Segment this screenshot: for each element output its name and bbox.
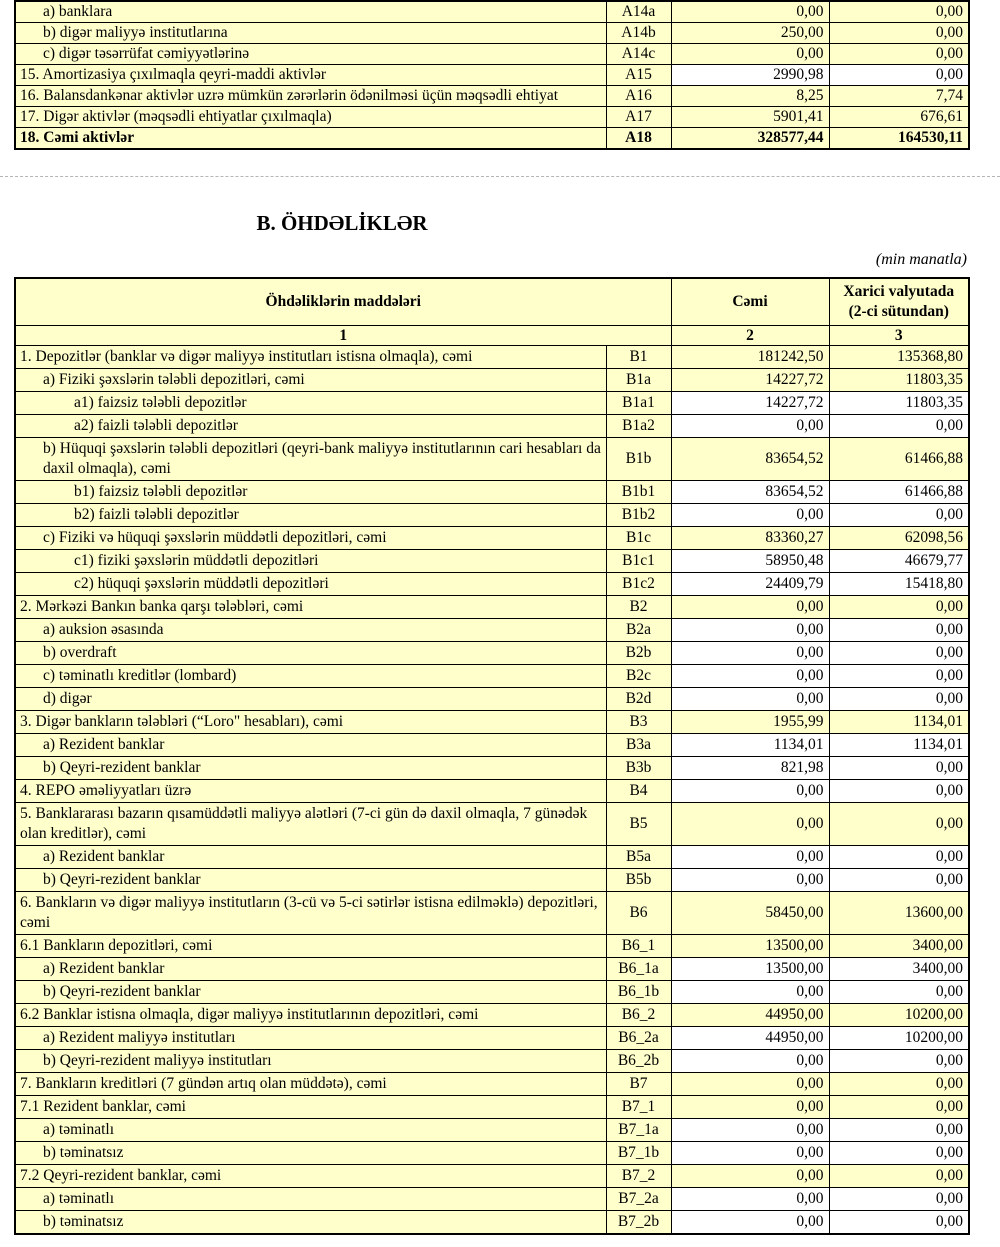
- row-label-cell: b1) faizsiz tələbli depozitlər: [15, 481, 606, 504]
- row-label-cell: 6.2 Banklar istisna olmaqla, digər maliyyə institutlarının depozitləri, cəmi: [15, 1004, 606, 1027]
- row-foreign-value-cell: 3400,00: [829, 958, 969, 981]
- row-label-cell: b) təminatsız: [15, 1211, 606, 1235]
- row-code-cell: B3a: [606, 734, 671, 757]
- row-total-value-cell: 0,00: [671, 596, 829, 619]
- table-row: [15, 346, 969, 369]
- row-foreign-value-cell: 0,00: [829, 619, 969, 642]
- row-foreign-value-cell: 164530,11: [829, 128, 969, 150]
- liabilities-table-header: [15, 278, 969, 346]
- row-total-value-cell: 0,00: [671, 1050, 829, 1073]
- row-label-cell: a) təminatlı: [15, 1119, 606, 1142]
- row-label-cell: 3. Digər bankların tələbləri (“Loro" hesabları), cəmi: [15, 711, 606, 734]
- row-foreign-value-cell: 0,00: [829, 981, 969, 1004]
- table-row: [15, 1073, 969, 1096]
- row-code-cell: A18: [606, 128, 671, 150]
- row-total-value-cell: 0,00: [671, 1188, 829, 1211]
- row-total-value-cell: 58450,00: [671, 892, 829, 935]
- table-row: [15, 23, 969, 44]
- row-code-cell: B7: [606, 1073, 671, 1096]
- row-label-cell: 17. Digər aktivlər (məqsədli ehtiyatlar çıxılmaqla): [15, 107, 606, 128]
- row-label-cell: c2) hüquqi şəxslərin müddətli depozitləri: [15, 573, 606, 596]
- row-label-cell: b2) faizli tələbli depozitlər: [15, 504, 606, 527]
- row-code-cell: B7_1: [606, 1096, 671, 1119]
- table-row: [15, 981, 969, 1004]
- row-foreign-value-cell: 1134,01: [829, 711, 969, 734]
- row-label-cell: a) Fiziki şəxslərin tələbli depozitləri, cəmi: [15, 369, 606, 392]
- table-row: [15, 1211, 969, 1235]
- table-row: [15, 1, 969, 23]
- column-number-3: 3: [829, 326, 969, 346]
- row-total-value-cell: 328577,44: [671, 128, 829, 150]
- table-row: [15, 1142, 969, 1165]
- table-row: [15, 780, 969, 803]
- liabilities-table: [14, 277, 970, 1235]
- table-row: [15, 846, 969, 869]
- row-code-cell: B1b: [606, 438, 671, 481]
- row-total-value-cell: 44950,00: [671, 1027, 829, 1050]
- table-row: [15, 1188, 969, 1211]
- row-label-cell: a) təminatlı: [15, 1188, 606, 1211]
- table-row: [15, 527, 969, 550]
- row-code-cell: B5: [606, 803, 671, 846]
- row-label-cell: a) Rezident banklar: [15, 734, 606, 757]
- row-foreign-value-cell: 11803,35: [829, 392, 969, 415]
- row-foreign-value-cell: 0,00: [829, 1096, 969, 1119]
- row-foreign-value-cell: 0,00: [829, 1188, 969, 1211]
- header-total-label: Cəmi: [671, 278, 829, 326]
- row-label-cell: a) Rezident maliyyə institutları: [15, 1027, 606, 1050]
- row-total-value-cell: 13500,00: [671, 958, 829, 981]
- row-total-value-cell: 83360,27: [671, 527, 829, 550]
- row-code-cell: B7_1b: [606, 1142, 671, 1165]
- row-code-cell: A14b: [606, 23, 671, 44]
- table-row: [15, 65, 969, 86]
- row-foreign-value-cell: 0,00: [829, 1050, 969, 1073]
- row-label-cell: 6. Bankların və digər maliyyə institutların (3-cü və 5-ci sətirlər istisna edilməklə) depozitləri, cəmi: [15, 892, 606, 935]
- row-total-value-cell: 2990,98: [671, 65, 829, 86]
- row-total-value-cell: 14227,72: [671, 369, 829, 392]
- section-a-table-body: [15, 1, 969, 149]
- table-row: [15, 958, 969, 981]
- page-break-line: [0, 176, 1000, 177]
- row-total-value-cell: 0,00: [671, 44, 829, 65]
- row-total-value-cell: 0,00: [671, 1165, 829, 1188]
- row-foreign-value-cell: 0,00: [829, 415, 969, 438]
- table-row: [15, 504, 969, 527]
- row-label-cell: b) təminatsız: [15, 1142, 606, 1165]
- table-row: [15, 44, 969, 65]
- row-foreign-value-cell: 0,00: [829, 1142, 969, 1165]
- row-code-cell: B1a1: [606, 392, 671, 415]
- row-total-value-cell: 13500,00: [671, 935, 829, 958]
- table-row: [15, 1165, 969, 1188]
- row-code-cell: A15: [606, 65, 671, 86]
- row-label-cell: b) Hüquqi şəxslərin tələbli depozitləri (qeyri-bank maliyyə institutlarının cari hesabları da daxil olmaqla), cəmi: [15, 438, 606, 481]
- row-code-cell: B1a: [606, 369, 671, 392]
- row-total-value-cell: 250,00: [671, 23, 829, 44]
- row-foreign-value-cell: 0,00: [829, 642, 969, 665]
- table-row: [15, 892, 969, 935]
- table-row: [15, 688, 969, 711]
- table-row: [15, 1004, 969, 1027]
- table-row: [15, 438, 969, 481]
- row-label-cell: a) Rezident banklar: [15, 958, 606, 981]
- row-label-cell: b) Qeyri-rezident banklar: [15, 757, 606, 780]
- row-code-cell: B1b1: [606, 481, 671, 504]
- row-label-cell: 16. Balansdankənar aktivlər uzrə mümkün zərərlərin ödənilməsi üçün məqsədli ehtiyat: [15, 86, 606, 107]
- row-code-cell: B3: [606, 711, 671, 734]
- table-row: [15, 665, 969, 688]
- row-total-value-cell: 0,00: [671, 1142, 829, 1165]
- row-code-cell: B7_2b: [606, 1211, 671, 1235]
- row-total-value-cell: 0,00: [671, 846, 829, 869]
- column-number-row: [15, 326, 969, 346]
- table-row: [15, 734, 969, 757]
- table-row: [15, 481, 969, 504]
- row-total-value-cell: 0,00: [671, 1211, 829, 1235]
- row-code-cell: B6_1a: [606, 958, 671, 981]
- row-label-cell: c) Fiziki və hüquqi şəxslərin müddətli depozitləri, cəmi: [15, 527, 606, 550]
- table-row: [15, 573, 969, 596]
- table-row: [15, 86, 969, 107]
- row-code-cell: B6_1: [606, 935, 671, 958]
- row-foreign-value-cell: 61466,88: [829, 481, 969, 504]
- row-label-cell: c1) fiziki şəxslərin müddətli depozitləri: [15, 550, 606, 573]
- row-foreign-value-cell: 135368,80: [829, 346, 969, 369]
- table-row: [15, 1027, 969, 1050]
- row-code-cell: B7_2a: [606, 1188, 671, 1211]
- row-total-value-cell: 24409,79: [671, 573, 829, 596]
- row-label-cell: 7. Bankların kreditləri (7 gündən artıq olan müddətə), cəmi: [15, 1073, 606, 1096]
- column-number-1: 1: [15, 326, 671, 346]
- header-row: [15, 278, 969, 326]
- row-code-cell: B3b: [606, 757, 671, 780]
- row-foreign-value-cell: 13600,00: [829, 892, 969, 935]
- liabilities-table-body: [15, 346, 969, 1235]
- row-label-cell: c) digər təsərrüfat cəmiyyətlərinə: [15, 44, 606, 65]
- row-total-value-cell: 0,00: [671, 869, 829, 892]
- row-foreign-value-cell: 0,00: [829, 846, 969, 869]
- row-foreign-value-cell: 0,00: [829, 869, 969, 892]
- row-label-cell: a1) faizsiz tələbli depozitlər: [15, 392, 606, 415]
- row-foreign-value-cell: 61466,88: [829, 438, 969, 481]
- row-foreign-value-cell: 0,00: [829, 780, 969, 803]
- row-total-value-cell: 83654,52: [671, 438, 829, 481]
- row-label-cell: c) təminatlı kreditlər (lombard): [15, 665, 606, 688]
- row-code-cell: B2: [606, 596, 671, 619]
- row-foreign-value-cell: 0,00: [829, 1119, 969, 1142]
- header-items-label: Öhdəliklərin maddələri: [15, 278, 671, 326]
- row-foreign-value-cell: 0,00: [829, 665, 969, 688]
- row-foreign-value-cell: 0,00: [829, 23, 969, 44]
- row-foreign-value-cell: 0,00: [829, 688, 969, 711]
- row-code-cell: B7_1a: [606, 1119, 671, 1142]
- table-row: [15, 415, 969, 438]
- row-foreign-value-cell: 0,00: [829, 1073, 969, 1096]
- row-total-value-cell: 821,98: [671, 757, 829, 780]
- row-label-cell: b) Qeyri-rezident maliyyə institutları: [15, 1050, 606, 1073]
- row-foreign-value-cell: 0,00: [829, 1165, 969, 1188]
- table-row: [15, 550, 969, 573]
- table-row: [15, 1119, 969, 1142]
- row-foreign-value-cell: 10200,00: [829, 1027, 969, 1050]
- row-label-cell: 7.2 Qeyri-rezident banklar, cəmi: [15, 1165, 606, 1188]
- row-code-cell: A16: [606, 86, 671, 107]
- row-foreign-value-cell: 3400,00: [829, 935, 969, 958]
- row-foreign-value-cell: 11803,35: [829, 369, 969, 392]
- row-label-cell: a) auksion əsasında: [15, 619, 606, 642]
- column-number-2: 2: [671, 326, 829, 346]
- section-a-table: [14, 0, 970, 150]
- row-total-value-cell: 0,00: [671, 1, 829, 23]
- row-code-cell: B1c2: [606, 573, 671, 596]
- row-label-cell: b) Qeyri-rezident banklar: [15, 981, 606, 1004]
- row-label-cell: 18. Cəmi aktivlər: [15, 128, 606, 150]
- row-label-cell: 4. REPO əməliyyatları üzrə: [15, 780, 606, 803]
- row-label-cell: 15. Amortizasiya çıxılmaqla qeyri-maddi aktivlər: [15, 65, 606, 86]
- row-total-value-cell: 0,00: [671, 619, 829, 642]
- row-label-cell: b) Qeyri-rezident banklar: [15, 869, 606, 892]
- row-total-value-cell: 0,00: [671, 642, 829, 665]
- row-foreign-value-cell: 0,00: [829, 44, 969, 65]
- units-note: (min manatla): [875, 251, 967, 268]
- row-foreign-value-cell: 7,74: [829, 86, 969, 107]
- row-code-cell: B1b2: [606, 504, 671, 527]
- row-total-value-cell: 0,00: [671, 780, 829, 803]
- row-total-value-cell: 83654,52: [671, 481, 829, 504]
- row-foreign-value-cell: 0,00: [829, 757, 969, 780]
- row-code-cell: B5b: [606, 869, 671, 892]
- row-label-cell: a) banklara: [15, 1, 606, 23]
- row-code-cell: B6_2b: [606, 1050, 671, 1073]
- row-label-cell: a) Rezident banklar: [15, 846, 606, 869]
- row-total-value-cell: 5901,41: [671, 107, 829, 128]
- row-label-cell: a2) faizli tələbli depozitlər: [15, 415, 606, 438]
- row-total-value-cell: 44950,00: [671, 1004, 829, 1027]
- row-total-value-cell: 0,00: [671, 665, 829, 688]
- row-foreign-value-cell: 676,61: [829, 107, 969, 128]
- row-total-value-cell: 0,00: [671, 1119, 829, 1142]
- row-label-cell: 2. Mərkəzi Bankın banka qarşı tələbləri, cəmi: [15, 596, 606, 619]
- row-foreign-value-cell: 62098,56: [829, 527, 969, 550]
- row-foreign-value-cell: 46679,77: [829, 550, 969, 573]
- row-foreign-value-cell: 0,00: [829, 65, 969, 86]
- row-foreign-value-cell: 15418,80: [829, 573, 969, 596]
- row-label-cell: b) digər maliyyə institutlarına: [15, 23, 606, 44]
- table-row: [15, 596, 969, 619]
- table-row: [15, 757, 969, 780]
- row-code-cell: B2b: [606, 642, 671, 665]
- row-total-value-cell: 1955,99: [671, 711, 829, 734]
- row-foreign-value-cell: 0,00: [829, 596, 969, 619]
- row-code-cell: B1: [606, 346, 671, 369]
- row-total-value-cell: 181242,50: [671, 346, 829, 369]
- row-code-cell: B6_1b: [606, 981, 671, 1004]
- table-row: [15, 711, 969, 734]
- row-code-cell: A14c: [606, 44, 671, 65]
- row-foreign-value-cell: 1134,01: [829, 734, 969, 757]
- row-code-cell: B6: [606, 892, 671, 935]
- row-total-value-cell: 0,00: [671, 688, 829, 711]
- row-label-cell: d) digər: [15, 688, 606, 711]
- row-total-value-cell: 14227,72: [671, 392, 829, 415]
- table-row: [15, 619, 969, 642]
- row-code-cell: B1a2: [606, 415, 671, 438]
- row-code-cell: B7_2: [606, 1165, 671, 1188]
- row-code-cell: B5a: [606, 846, 671, 869]
- row-foreign-value-cell: 0,00: [829, 504, 969, 527]
- row-total-value-cell: 0,00: [671, 504, 829, 527]
- table-row: [15, 392, 969, 415]
- table-row: [15, 1050, 969, 1073]
- row-code-cell: B2d: [606, 688, 671, 711]
- row-total-value-cell: 0,00: [671, 981, 829, 1004]
- row-total-value-cell: 8,25: [671, 86, 829, 107]
- row-foreign-value-cell: 0,00: [829, 1, 969, 23]
- row-total-value-cell: 0,00: [671, 415, 829, 438]
- table-row: [15, 369, 969, 392]
- table-row: [15, 935, 969, 958]
- row-code-cell: B2c: [606, 665, 671, 688]
- row-code-cell: B2a: [606, 619, 671, 642]
- row-foreign-value-cell: 0,00: [829, 1211, 969, 1235]
- section-b-title: B. ÖHDƏLİKLƏR: [256, 211, 428, 235]
- row-code-cell: B1c1: [606, 550, 671, 573]
- table-row: [15, 642, 969, 665]
- row-code-cell: B4: [606, 780, 671, 803]
- row-code-cell: B6_2a: [606, 1027, 671, 1050]
- table-row: [15, 128, 969, 150]
- table-row: [15, 107, 969, 128]
- row-total-value-cell: 58950,48: [671, 550, 829, 573]
- row-total-value-cell: 0,00: [671, 803, 829, 846]
- table-row: [15, 803, 969, 846]
- row-total-value-cell: 1134,01: [671, 734, 829, 757]
- row-code-cell: B1c: [606, 527, 671, 550]
- row-label-cell: b) overdraft: [15, 642, 606, 665]
- row-code-cell: A17: [606, 107, 671, 128]
- row-total-value-cell: 0,00: [671, 1096, 829, 1119]
- row-foreign-value-cell: 10200,00: [829, 1004, 969, 1027]
- header-foreign-label: Xarici valyutada (2-ci sütundan): [829, 278, 969, 326]
- row-total-value-cell: 0,00: [671, 1073, 829, 1096]
- row-code-cell: A14a: [606, 1, 671, 23]
- row-label-cell: 5. Banklararası bazarın qısamüddətli maliyyə alətləri (7-ci gün də daxil olmaqla, 7 günədək olan kreditlər), cəmi: [15, 803, 606, 846]
- row-foreign-value-cell: 0,00: [829, 803, 969, 846]
- row-code-cell: B6_2: [606, 1004, 671, 1027]
- row-label-cell: 7.1 Rezident banklar, cəmi: [15, 1096, 606, 1119]
- table-row: [15, 1096, 969, 1119]
- row-label-cell: 1. Depozitlər (banklar və digər maliyyə institutları istisna olmaqla), cəmi: [15, 346, 606, 369]
- row-label-cell: 6.1 Bankların depozitləri, cəmi: [15, 935, 606, 958]
- table-row: [15, 869, 969, 892]
